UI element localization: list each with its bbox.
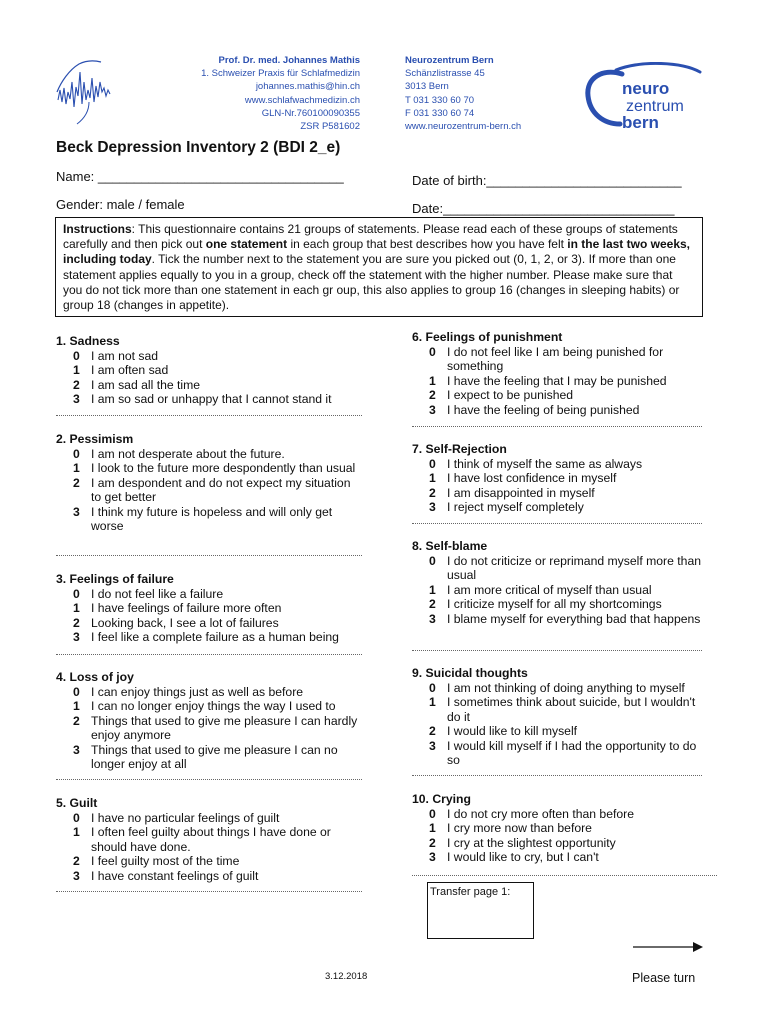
option-number[interactable]: 0 bbox=[73, 810, 80, 825]
option-row[interactable] bbox=[412, 724, 702, 739]
date-of-birth-field[interactable]: Date of birth:___________________________ bbox=[412, 173, 682, 188]
logo-word-zentrum: zentrum bbox=[626, 98, 684, 115]
option-number[interactable]: 2 bbox=[429, 724, 436, 738]
center-phone: T 031 330 60 70 bbox=[405, 94, 475, 106]
item-divider bbox=[412, 875, 717, 876]
option-row[interactable] bbox=[412, 850, 702, 865]
option-number[interactable]: 1 bbox=[73, 825, 80, 839]
practice-website: www.schlafwachmedizin.ch bbox=[244, 94, 360, 106]
option-text: I have feelings of failure more often bbox=[91, 601, 282, 615]
option-row[interactable] bbox=[412, 457, 702, 472]
option-row[interactable] bbox=[56, 587, 362, 602]
option-number[interactable]: 0 bbox=[73, 684, 80, 699]
instructions-text-3: . Tick the number next to the statement you are sure you picked out (0, 1, 2, or 3). If more than one statement applies equally to you in a group, check off the statement with the higher number. Please make sure that you do not tick more than one statement in each gr oup, this also applies to group 16 (changes in sleeping habits) or group 18 (changes in appetite). bbox=[63, 252, 680, 313]
option-text: I look to the future more despondently than usual bbox=[91, 461, 356, 475]
option-row[interactable] bbox=[56, 714, 362, 743]
sleep-wave-logo-icon bbox=[55, 52, 115, 127]
option-text: I can enjoy things just as well as before bbox=[91, 684, 304, 699]
option-number[interactable]: 1 bbox=[73, 461, 80, 475]
center-fax: F 031 330 60 74 bbox=[405, 107, 475, 119]
instructions-box bbox=[55, 217, 703, 317]
item-divider bbox=[412, 426, 702, 427]
item-7-self-rejection bbox=[412, 442, 702, 515]
option-number[interactable]: 1 bbox=[429, 471, 436, 485]
option-text: Looking back, I see a lot of failures bbox=[91, 615, 279, 630]
option-text: I have the feeling of being punished bbox=[447, 402, 640, 417]
option-number[interactable]: 3 bbox=[73, 504, 80, 519]
option-text: Things that used to give me pleasure I can hardly enjoy anymore bbox=[91, 713, 358, 742]
option-row[interactable] bbox=[56, 811, 362, 826]
option-row[interactable] bbox=[56, 461, 362, 476]
option-row[interactable] bbox=[56, 476, 362, 505]
doctor-email: johannes.mathis@hin.ch bbox=[255, 81, 360, 93]
option-number[interactable]: 1 bbox=[73, 699, 80, 713]
center-website: www.neurozentrum-bern.ch bbox=[405, 121, 522, 133]
transfer-score-box[interactable] bbox=[427, 882, 534, 939]
please-turn-label: Please turn bbox=[632, 971, 696, 985]
option-text: I cry more now than before bbox=[447, 821, 592, 835]
item-title: 5. Guilt bbox=[56, 796, 98, 810]
option-row[interactable] bbox=[412, 554, 702, 583]
instructions-label: Instructions bbox=[63, 222, 132, 236]
option-text: I have no particular feelings of guilt bbox=[91, 810, 280, 825]
practice-address-block bbox=[150, 54, 360, 133]
option-text: I feel like a complete failure as a human being bbox=[91, 630, 339, 644]
arrow-right-icon bbox=[633, 940, 703, 954]
option-text: I am despondent and do not expect my situation to get better bbox=[91, 475, 351, 504]
option-number[interactable]: 1 bbox=[429, 695, 436, 709]
instructions-emphasis-1: one statement bbox=[205, 237, 288, 252]
option-number[interactable]: 0 bbox=[429, 344, 436, 359]
option-text: I do not feel like a failure bbox=[91, 586, 224, 601]
zsr-number: ZSR P581602 bbox=[300, 121, 360, 133]
item-9-suicidal-thoughts bbox=[412, 666, 702, 768]
instructions-text-1: : This questionnaire contains 21 groups of statements. Please read each of these groups of statements carefully and then pick out bbox=[63, 222, 678, 252]
item-title: 7. Self-Rejection bbox=[412, 442, 507, 456]
item-divider bbox=[412, 775, 702, 776]
name-field[interactable]: Name: __________________________________ bbox=[56, 169, 344, 184]
item-divider bbox=[412, 650, 702, 651]
item-divider bbox=[56, 555, 362, 556]
option-row[interactable] bbox=[412, 597, 702, 612]
option-row[interactable] bbox=[412, 681, 702, 696]
option-text: I do not cry more often than before bbox=[447, 806, 634, 821]
option-text: Things that used to give me pleasure I can no longer enjoy at all bbox=[91, 742, 338, 771]
date-field[interactable]: Date:________________________________ bbox=[412, 201, 675, 216]
option-text: I often feel guilty about things I have done or should have done. bbox=[91, 825, 331, 854]
option-row[interactable] bbox=[412, 388, 702, 403]
option-number[interactable]: 0 bbox=[429, 553, 436, 568]
option-row[interactable] bbox=[56, 447, 362, 462]
item-divider bbox=[412, 523, 702, 524]
option-number[interactable]: 3 bbox=[429, 850, 436, 864]
option-text: I am disappointed in myself bbox=[447, 485, 595, 500]
item-divider bbox=[56, 415, 362, 416]
instructions-text-2: in each group that best describes how you have felt bbox=[287, 237, 568, 252]
instructions-emphasis-2: in the last two weeks, including today bbox=[63, 237, 690, 267]
option-number[interactable]: 1 bbox=[429, 373, 436, 388]
option-text: I would kill myself if I had the opportunity to do so bbox=[447, 738, 697, 767]
option-text: I think of myself the same as always bbox=[447, 456, 643, 471]
item-title: 10. Crying bbox=[412, 792, 471, 806]
item-divider bbox=[56, 654, 362, 655]
option-row[interactable] bbox=[56, 854, 362, 869]
option-row[interactable] bbox=[56, 743, 362, 772]
option-number[interactable]: 0 bbox=[73, 446, 80, 461]
item-title: 1. Sadness bbox=[56, 334, 120, 348]
option-row[interactable] bbox=[56, 825, 362, 854]
option-text: I am not sad bbox=[91, 348, 159, 363]
item-divider bbox=[56, 891, 362, 892]
option-number[interactable]: 3 bbox=[429, 500, 436, 514]
option-row[interactable] bbox=[56, 630, 362, 645]
option-row[interactable] bbox=[412, 612, 702, 627]
logo-word-neuro: neuro bbox=[622, 79, 670, 98]
option-row[interactable] bbox=[412, 500, 702, 515]
option-text: I am sad all the time bbox=[91, 377, 201, 392]
option-number[interactable]: 0 bbox=[429, 680, 436, 695]
option-text: I am more critical of myself than usual bbox=[447, 582, 652, 597]
option-number[interactable]: 1 bbox=[73, 601, 80, 615]
center-city: 3013 Bern bbox=[405, 81, 449, 93]
doctor-name: Prof. Dr. med. Johannes Mathis bbox=[218, 55, 360, 66]
practice-name: 1. Schweizer Praxis für Schlafmedizin bbox=[201, 68, 360, 80]
option-number[interactable]: 3 bbox=[73, 630, 80, 644]
option-number[interactable]: 2 bbox=[429, 597, 436, 611]
logo-word-bern: bern bbox=[622, 113, 659, 132]
option-number[interactable]: 0 bbox=[73, 348, 80, 363]
option-row[interactable] bbox=[56, 349, 362, 364]
option-row[interactable] bbox=[412, 821, 702, 836]
option-row[interactable] bbox=[56, 505, 362, 534]
option-number[interactable]: 2 bbox=[429, 485, 436, 500]
option-row[interactable] bbox=[412, 695, 702, 724]
item-3-feelings-of-failure bbox=[56, 572, 362, 645]
option-row[interactable] bbox=[412, 345, 702, 374]
option-row[interactable] bbox=[412, 583, 702, 598]
option-number[interactable]: 3 bbox=[73, 742, 80, 757]
option-number[interactable]: 3 bbox=[73, 868, 80, 883]
option-text: I am so sad or unhappy that I cannot stand it bbox=[91, 392, 332, 406]
option-text: I expect to be punished bbox=[447, 388, 574, 402]
item-title: 9. Suicidal thoughts bbox=[412, 666, 528, 680]
option-number[interactable]: 0 bbox=[429, 456, 436, 471]
item-divider bbox=[56, 779, 362, 780]
option-row[interactable] bbox=[56, 392, 362, 407]
option-number[interactable]: 2 bbox=[429, 835, 436, 850]
item-6-feelings-of-punishment bbox=[412, 330, 702, 417]
option-row[interactable] bbox=[56, 685, 362, 700]
option-text: I would like to kill myself bbox=[447, 724, 578, 738]
option-text: I am not thinking of doing anything to myself bbox=[447, 680, 685, 695]
transfer-label: Transfer page 1: bbox=[430, 886, 511, 898]
page-title: Beck Depression Inventory 2 (BDI 2_e) bbox=[56, 139, 341, 156]
option-text: I cry at the slightest opportunity bbox=[447, 835, 616, 850]
option-text: I have the feeling that I may be punished bbox=[447, 373, 667, 388]
neurozentrum-logo bbox=[582, 62, 707, 134]
option-row[interactable] bbox=[56, 869, 362, 884]
option-row[interactable] bbox=[412, 739, 702, 768]
option-row[interactable] bbox=[56, 699, 362, 714]
option-row[interactable] bbox=[412, 374, 702, 389]
option-text: I am not desperate about the future. bbox=[91, 446, 285, 461]
option-row[interactable] bbox=[56, 601, 362, 616]
neurozentrum-address-block bbox=[405, 54, 585, 133]
option-number[interactable]: 2 bbox=[429, 388, 436, 402]
option-number[interactable]: 3 bbox=[429, 611, 436, 626]
option-text: I blame myself for everything bad that happens bbox=[447, 611, 701, 626]
item-4-loss-of-joy bbox=[56, 670, 362, 772]
option-number[interactable]: 2 bbox=[73, 854, 80, 868]
option-row[interactable] bbox=[412, 807, 702, 822]
item-10-crying bbox=[412, 792, 702, 865]
option-number[interactable]: 2 bbox=[73, 475, 80, 490]
center-street: Schänzlistrasse 45 bbox=[405, 68, 485, 80]
option-text: I feel guilty most of the time bbox=[91, 854, 240, 868]
item-8-self-blame bbox=[412, 539, 702, 626]
item-title: 3. Feelings of failure bbox=[56, 572, 174, 586]
item-1-sadness bbox=[56, 334, 362, 407]
option-number[interactable]: 0 bbox=[73, 586, 80, 601]
item-title: 4. Loss of joy bbox=[56, 670, 134, 684]
option-number[interactable]: 1 bbox=[429, 821, 436, 835]
footer-version-date: 3.12.2018 bbox=[325, 971, 368, 982]
option-row[interactable] bbox=[56, 363, 362, 378]
option-text: I am often sad bbox=[91, 363, 169, 377]
option-number[interactable]: 3 bbox=[429, 402, 436, 417]
item-2-pessimism bbox=[56, 432, 362, 534]
option-row[interactable] bbox=[412, 836, 702, 851]
item-title: 8. Self-blame bbox=[412, 539, 488, 553]
item-title: 2. Pessimism bbox=[56, 432, 134, 446]
option-row[interactable] bbox=[412, 486, 702, 501]
option-number[interactable]: 2 bbox=[73, 377, 80, 392]
option-row[interactable] bbox=[56, 378, 362, 393]
option-text: I have lost confidence in myself bbox=[447, 471, 617, 485]
item-title: 6. Feelings of punishment bbox=[412, 330, 563, 344]
gender-field[interactable]: Gender: male / female bbox=[56, 197, 185, 212]
gln-number: GLN-Nr.760100090355 bbox=[261, 107, 360, 119]
option-text: I would like to cry, but I can't bbox=[447, 850, 599, 864]
option-number[interactable]: 2 bbox=[73, 713, 80, 728]
option-row[interactable] bbox=[412, 471, 702, 486]
option-row[interactable] bbox=[412, 403, 702, 418]
option-text: I criticize myself for all my shortcomings bbox=[447, 597, 662, 611]
option-row[interactable] bbox=[56, 616, 362, 631]
option-text: I think my future is hopeless and will only get worse bbox=[91, 504, 333, 533]
option-text: I have constant feelings of guilt bbox=[91, 868, 259, 883]
option-number[interactable]: 3 bbox=[73, 392, 80, 406]
option-number[interactable]: 2 bbox=[73, 615, 80, 630]
option-text: I do not criticize or reprimand myself more than usual bbox=[447, 553, 702, 582]
option-number[interactable]: 3 bbox=[429, 738, 436, 753]
item-5-guilt bbox=[56, 796, 362, 883]
option-text: I sometimes think about suicide, but I wouldn't do it bbox=[447, 695, 696, 724]
option-number[interactable]: 0 bbox=[429, 806, 436, 821]
option-text: I can no longer enjoy things the way I used to bbox=[91, 699, 336, 713]
center-name: Neurozentrum Bern bbox=[405, 55, 494, 66]
logo-swoosh-icon bbox=[588, 72, 622, 124]
option-number[interactable]: 1 bbox=[73, 363, 80, 377]
option-number[interactable]: 1 bbox=[429, 582, 436, 597]
option-text: I reject myself completely bbox=[447, 500, 584, 514]
option-text: I do not feel like I am being punished for something bbox=[447, 344, 664, 373]
